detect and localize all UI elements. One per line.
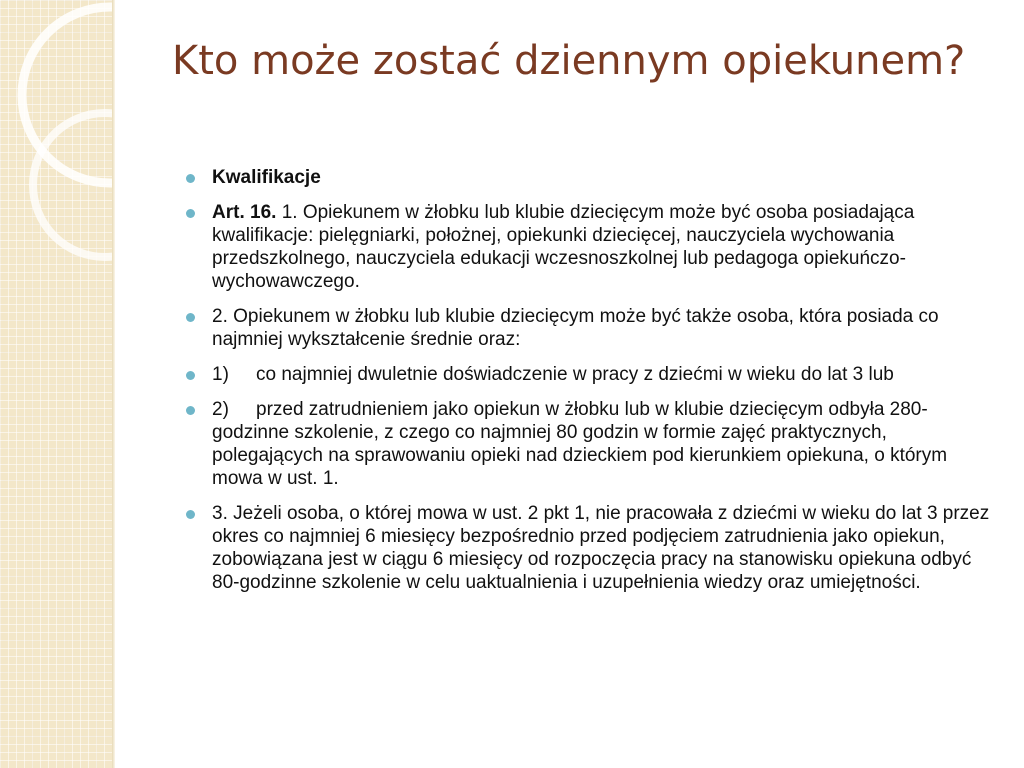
bullet-dot-icon — [186, 313, 195, 322]
bullet-dot-icon — [186, 406, 195, 415]
decorative-rings — [0, 0, 112, 768]
side-panel-edge — [112, 0, 115, 768]
point-number: 2) — [212, 399, 229, 420]
list-item — [186, 502, 996, 594]
list-item — [186, 363, 996, 386]
slide-title: Kto może zostać dziennym opiekunem? — [172, 38, 966, 84]
heading-kwalifikacje: Kwalifikacje — [212, 167, 321, 188]
list-item — [186, 305, 996, 351]
list-item — [186, 398, 996, 490]
point-1-text: co najmniej dwuletnie doświadczenie w pracy z dziećmi w wieku do lat 3 lub — [256, 364, 894, 385]
bullet-dot-icon — [186, 209, 195, 218]
bullet-dot-icon — [186, 371, 195, 380]
paragraph-2-text: 2. Opiekunem w żłobku lub klubie dziecięcym może być także osoba, która posiada co najmniej wykształcenie średnie oraz: — [212, 306, 939, 350]
paragraph-3-text: 3. Jeżeli osoba, o której mowa w ust. 2 pkt 1, nie pracowała z dziećmi w wieku do lat 3 przez okres co najmniej 6 miesięcy bezpośrednio przed podjęciem zatrudnienia jako opiekun, zobowiązana jest w ciągu 6 miesięcy od rozpoczęcia pracy na stanowisku opiekuna odbyć 80-godzinne szkolenie w celu uaktualnienia i uzupełnienia wiedzy oraz umiejętności. — [212, 503, 990, 593]
bullet-list — [186, 166, 996, 606]
bullet-dot-icon — [186, 510, 195, 519]
point-number: 1) — [212, 364, 229, 385]
article-text: 1. Opiekunem w żłobku lub klubie dziecięcym może być osoba posiadająca kwalifikacje: pielęgniarki, położnej, opiekunki dziecięcej, nauczyciela wychowania przedszkolnego, nauczyciela edukacji wczesnoszkolnej lub pedagoga opiekuńczo-wychowawczego. — [212, 202, 915, 292]
list-item — [186, 166, 996, 189]
list-item — [186, 201, 996, 293]
point-2-text: przed zatrudnieniem jako opiekun w żłobku lub w klubie dziecięcym odbyła 280-godzinne szkolenie, z czego co najmniej 80 godzin w formie zajęć praktycznych, polegających na sprawowaniu opieki nad dzieckiem pod kierunkiem opiekuna, o którym mowa w ust. 1. — [212, 399, 948, 489]
decorative-side-panel — [0, 0, 112, 768]
bullet-dot-icon — [186, 174, 195, 183]
article-label: Art. 16. — [212, 202, 277, 223]
